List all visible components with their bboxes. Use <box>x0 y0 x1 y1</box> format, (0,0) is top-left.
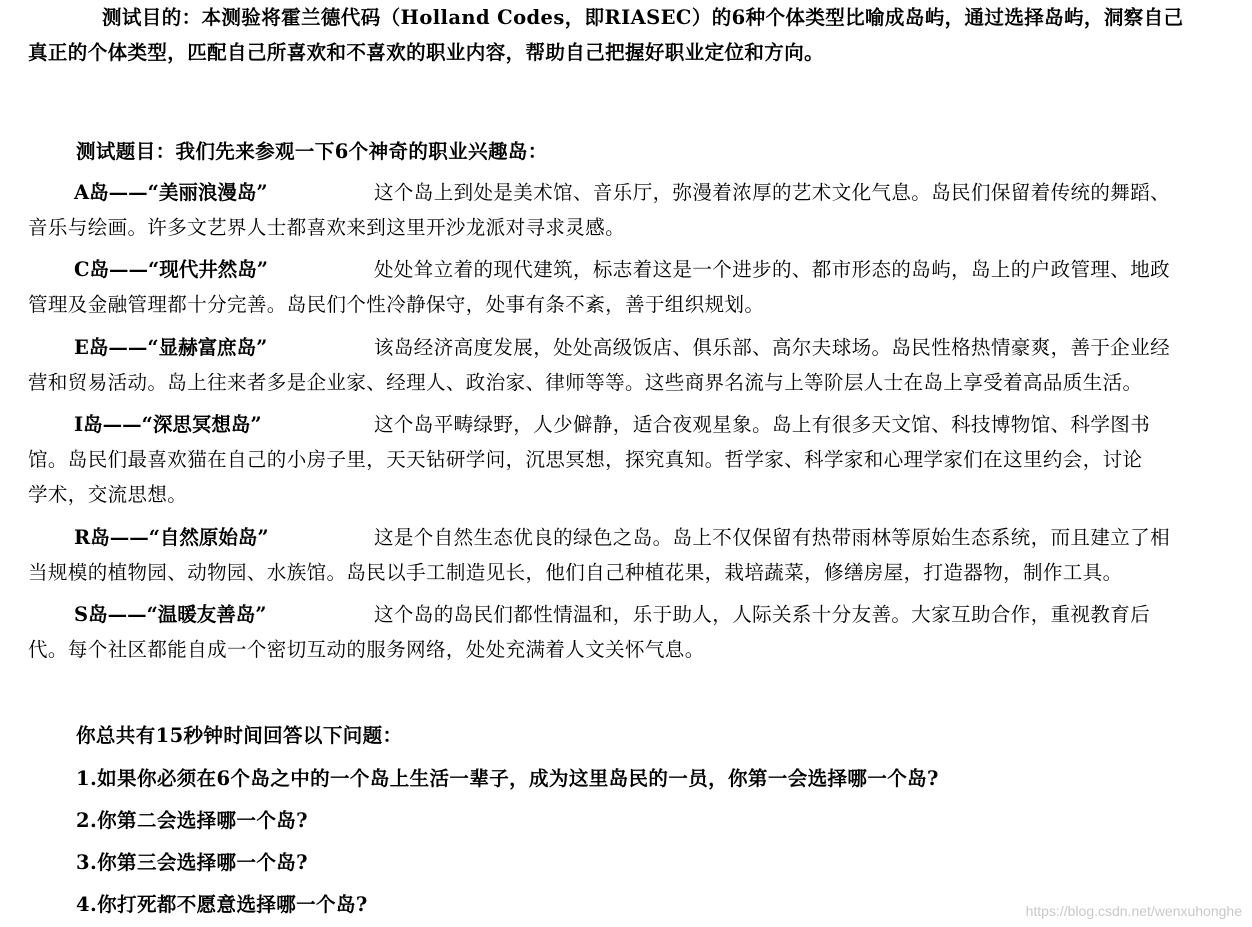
island-e-desc-1: 该岛经济高度发展，处处高级饭店、俱乐部、高尔夫球场。岛民性格热情豪爽，善于企业经 <box>374 336 1171 359</box>
island-c-desc-2: 管理及金融管理都十分完善。岛民们个性冷静保守，处事有条不紊，善于组织规划。 <box>28 293 765 316</box>
island-s-name: S岛——“温暖友善岛” <box>74 603 267 626</box>
intro-line-1: 测试目的：本测验将霍兰德代码（Holland Codes，即RIASEC）的6种个体类型比喻成岛屿，通过选择岛屿，洞察自己 <box>102 6 1184 29</box>
island-s-desc-1: 这个岛的岛民们都性情温和，乐于助人，人际关系十分友善。大家互助合作，重视教育后 <box>374 603 1151 626</box>
island-i-desc-1: 这个岛平畴绿野，人少僻静，适合夜观星象。岛上有很多天文馆、科技博物馆、科学图书 <box>374 413 1151 436</box>
time-heading: 你总共有15秒钟时间回答以下问题： <box>76 724 403 747</box>
watermark-url: https://blog.csdn.net/wenxuhonghe <box>1025 903 1242 919</box>
question-heading: 测试题目：我们先来参观一下6个神奇的职业兴趣岛： <box>76 140 548 163</box>
island-a-desc-2: 音乐与绘画。许多文艺界人士都喜欢来到这里开沙龙派对寻求灵感。 <box>28 216 626 239</box>
island-a-desc-1: 这个岛上到处是美术馆、音乐厅，弥漫着浓厚的艺术文化气息。岛民们保留着传统的舞蹈、 <box>374 181 1171 204</box>
island-c-name: C岛——“现代井然岛” <box>74 258 268 281</box>
intro-line-2: 真正的个体类型，匹配自己所喜欢和不喜欢的职业内容，帮助自己把握好职业定位和方向。 <box>28 41 825 64</box>
question-4: 4.你打死都不愿意选择哪一个岛? <box>76 893 368 916</box>
island-c-desc-1: 处处耸立着的现代建筑，标志着这是一个进步的、都市形态的岛屿，岛上的户政管理、地政 <box>374 258 1171 281</box>
island-r-name: R岛——“自然原始岛” <box>74 526 269 549</box>
island-r-desc-2: 当规模的植物园、动物园、水族馆。岛民以手工制造见长，他们自己种植花果，栽培蔬菜，修缮房屋，打造器物，制作工具。 <box>28 561 1123 584</box>
island-r-desc-1: 这是个自然生态优良的绿色之岛。岛上不仅保留有热带雨林等原始生态系统，而且建立了相 <box>374 526 1171 549</box>
question-2: 2.你第二会选择哪一个岛? <box>76 809 308 832</box>
island-e-desc-2: 营和贸易活动。岛上往来者多是企业家、经理人、政治家、律师等等。这些商界名流与上等阶层人士在岛上享受着高品质生活。 <box>28 371 1143 394</box>
island-i-desc-3: 学术，交流思想。 <box>28 483 188 506</box>
island-i-name: I岛——“深思冥想岛” <box>74 413 262 436</box>
island-e-name: E岛——“显赫富庶岛” <box>74 336 268 359</box>
island-i-desc-2: 馆。岛民们最喜欢猫在自己的小房子里，天天钻研学问，沉思冥想，探究真知。哲学家、科学家和心理学家们在这里约会，讨论 <box>28 448 1143 471</box>
question-1: 1.如果你必须在6个岛之中的一个岛上生活一辈子，成为这里岛民的一员，你第一会选择哪一个岛? <box>76 767 939 790</box>
question-3: 3.你第三会选择哪一个岛? <box>76 851 308 874</box>
island-a-name: A岛——“美丽浪漫岛” <box>74 181 268 204</box>
island-s-desc-2: 代。每个社区都能自成一个密切互动的服务网络，处处充满着人文关怀气息。 <box>28 638 705 661</box>
